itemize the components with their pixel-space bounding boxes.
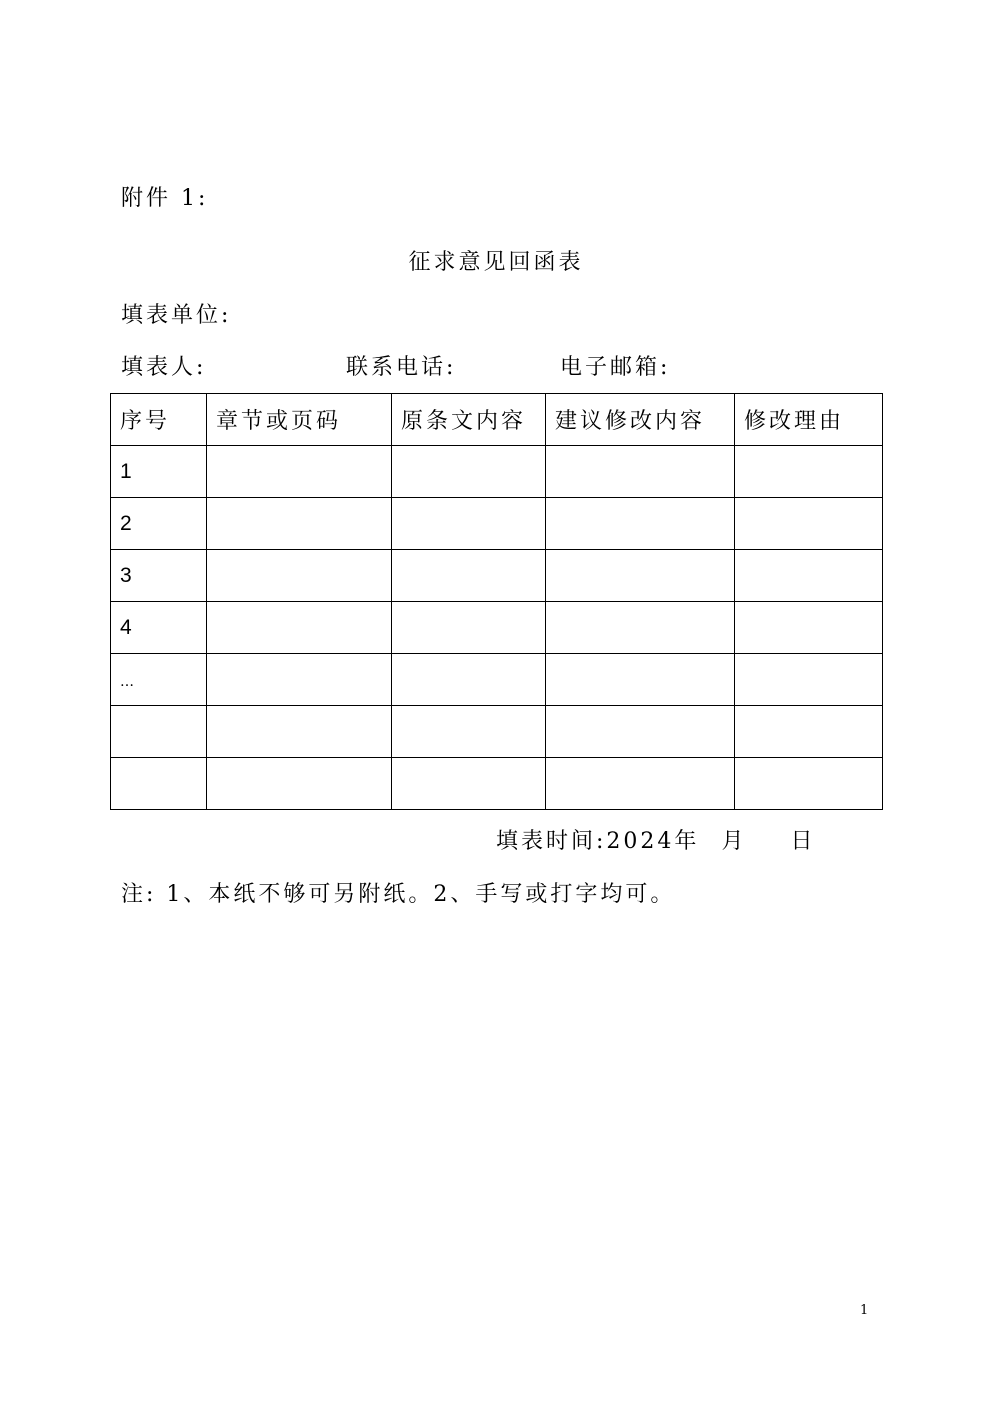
original-clause-cell [392,550,546,602]
phone-label: 联系电话: [346,355,457,380]
original-clause-cell [392,498,546,550]
feedback-table [110,393,883,810]
note: 注: 1、本纸不够可另附纸。2、手写或打字均可。 [121,882,676,907]
page-title: 征求意见回函表 [408,250,584,275]
header-suggested-change: 建议修改内容 [546,394,735,446]
table-row [111,550,883,602]
chapter-cell [207,602,392,654]
suggested-change-cell [546,550,735,602]
fill-unit-label: 填表单位: [121,303,232,328]
header-change-reason: 修改理由 [735,394,883,446]
email-label: 电子邮箱: [560,355,671,380]
reason-cell [735,654,883,706]
table-row [111,446,883,498]
reason-cell [735,706,883,758]
reason-cell [735,758,883,810]
chapter-cell [207,654,392,706]
page-number: 1 [860,1303,869,1318]
chapter-cell [207,758,392,810]
reason-cell [735,446,883,498]
chapter-cell [207,550,392,602]
original-clause-cell [392,706,546,758]
serial-cell: 4 [111,602,207,654]
fill-time-month-unit: 月 [721,829,747,854]
serial-cell-ellipsis: … [111,654,207,706]
suggested-change-cell [546,498,735,550]
serial-cell [111,706,207,758]
fill-time-year-unit: 年 [674,829,700,854]
reason-cell [735,498,883,550]
serial-cell: 2 [111,498,207,550]
header-serial-number: 序号 [111,394,207,446]
table-row [111,498,883,550]
suggested-change-cell [546,758,735,810]
table-row [111,602,883,654]
table-row [111,654,883,706]
serial-cell: 3 [111,550,207,602]
fill-time-year: 2024 [606,829,675,854]
table-header-row [111,394,883,446]
attachment-label: 附件 1: [121,186,209,211]
serial-cell: 1 [111,446,207,498]
table-row [111,758,883,810]
chapter-cell [207,498,392,550]
table-row [111,706,883,758]
reason-cell [735,550,883,602]
suggested-change-cell [546,654,735,706]
original-clause-cell [392,654,546,706]
fill-time-day-unit: 日 [790,829,816,854]
original-clause-cell [392,602,546,654]
original-clause-cell [392,446,546,498]
header-chapter-page: 章节或页码 [207,394,392,446]
fill-time [496,831,815,853]
chapter-cell [207,446,392,498]
suggested-change-cell [546,446,735,498]
original-clause-cell [392,758,546,810]
suggested-change-cell [546,706,735,758]
suggested-change-cell [546,602,735,654]
chapter-cell [207,706,392,758]
filler-label: 填表人: [121,355,207,380]
fill-time-label: 填表时间: [496,829,607,854]
serial-cell [111,758,207,810]
reason-cell [735,602,883,654]
header-original-clause: 原条文内容 [392,394,546,446]
